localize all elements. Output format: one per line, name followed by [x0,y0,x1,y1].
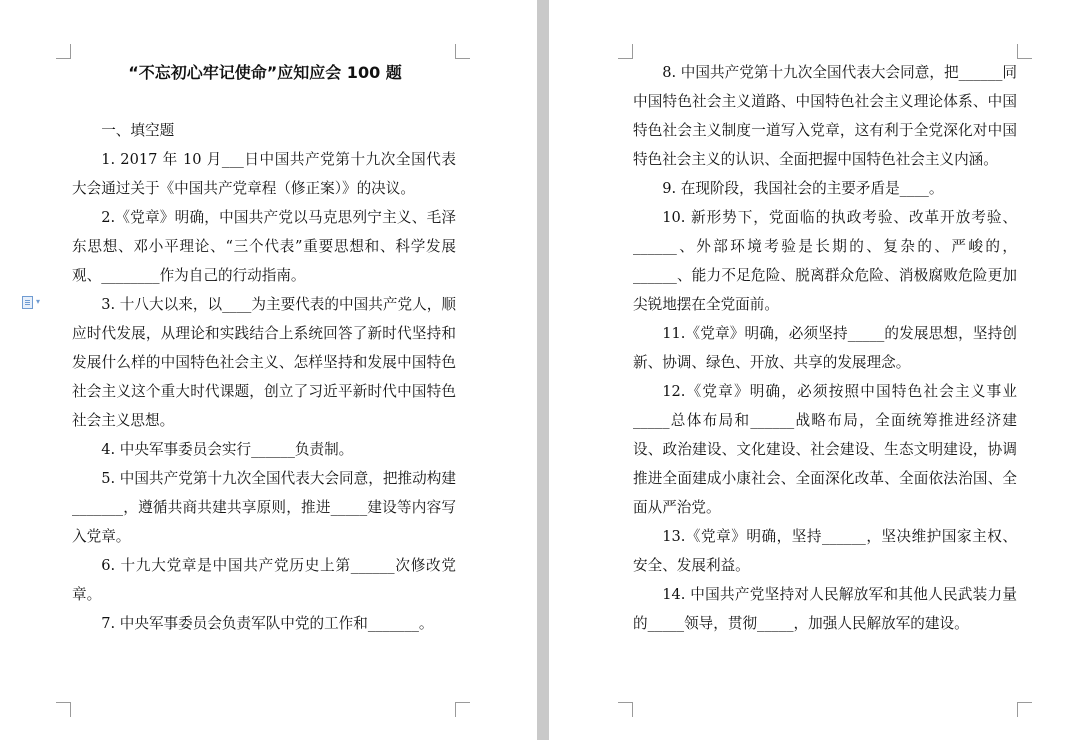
question-item: 8. 中国共产党第十九次全国代表大会同意，把______同中国特色社会主义道路、中国特色社会主义理论体系、中国特色社会主义制度一道写入党章，这有利于全党深化对中国特色社会主义的认识、全面把握中国特色社会主义内涵。 [633,64,1017,168]
crop-mark-top-left [618,44,633,59]
question-item: 11.《党章》明确，必须坚持_____的发展思想，坚持创新、协调、绿色、开放、共享的发展理念。 [633,325,1017,371]
chevron-down-icon[interactable]: ▾ [36,297,41,306]
crop-mark-bottom-right [455,702,470,717]
question-item: 10. 新形势下，党面临的执政考验、改革开放考验、______、外部环境考验是长期的、复杂的、严峻的，______、能力不足危险、脱离群众危险、消极腐败危险更加尖锐地摆在全党面前。 [633,209,1017,313]
question-item: 3. 十八大以来，以____为主要代表的中国共产党人，顺应时代发展，从理论和实践结合上系统回答了新时代坚持和发展什么样的中国特色社会主义、怎样坚持和发展中国特色社会主义这个重大时代课题，创立了习近平新时代中国特色社会主义思想。 [72,296,456,429]
question-item: 6. 十九大党章是中国共产党历史上第______次修改党章。 [72,557,456,603]
crop-mark-top-left [56,44,71,59]
question-item: 2.《党章》明确，中国共产党以马克思列宁主义、毛泽东思想、邓小平理论、“三个代表”重要思想和、科学发展观、________作为自己的行动指南。 [72,209,456,284]
right-page-body [633,58,1017,638]
crop-mark-bottom-right [1017,702,1032,717]
page-gutter [537,0,549,740]
left-page-body [72,116,456,638]
question-item: 5. 中国共产党第十九次全国代表大会同意，把推动构建_______，遵循共商共建共享原则，推进_____建设等内容写入党章。 [72,470,456,545]
question-item: 14. 中国共产党坚持对人民解放军和其他人民武装力量的_____领导，贯彻_____，加强人民解放军的建设。 [633,586,1017,632]
crop-mark-bottom-left [56,702,71,717]
document-title: “不忘初心牢记使命”应知应会 100 题 [128,63,402,82]
section-heading: 一、填空题 [101,122,175,139]
question-item: 9. 在现阶段，我国社会的主要矛盾是____。 [662,180,944,197]
comment-note-icon[interactable] [22,296,33,309]
crop-mark-bottom-left [618,702,633,717]
crop-mark-top-right [1017,44,1032,59]
question-item: 1. 2017 年 10 月___日中国共产党第十九次全国代表大会通过关于《中国共产党章程（修正案）》的决议。 [72,151,456,197]
question-item: 7. 中央军事委员会负责军队中党的工作和_______。 [101,615,434,632]
crop-mark-top-right [455,44,470,59]
question-item: 13.《党章》明确，坚持______，坚决维护国家主权、安全、发展利益。 [633,528,1017,574]
question-item: 4. 中央军事委员会实行______负责制。 [101,441,354,458]
question-item: 12.《党章》明确，必须按照中国特色社会主义事业_____总体布局和______战略布局，全面统筹推进经济建设、政治建设、文化建设、社会建设、生态文明建设，协调推进全面建成小康社会、全面深化改革、全面依法治国、全面从严治党。 [633,383,1017,516]
